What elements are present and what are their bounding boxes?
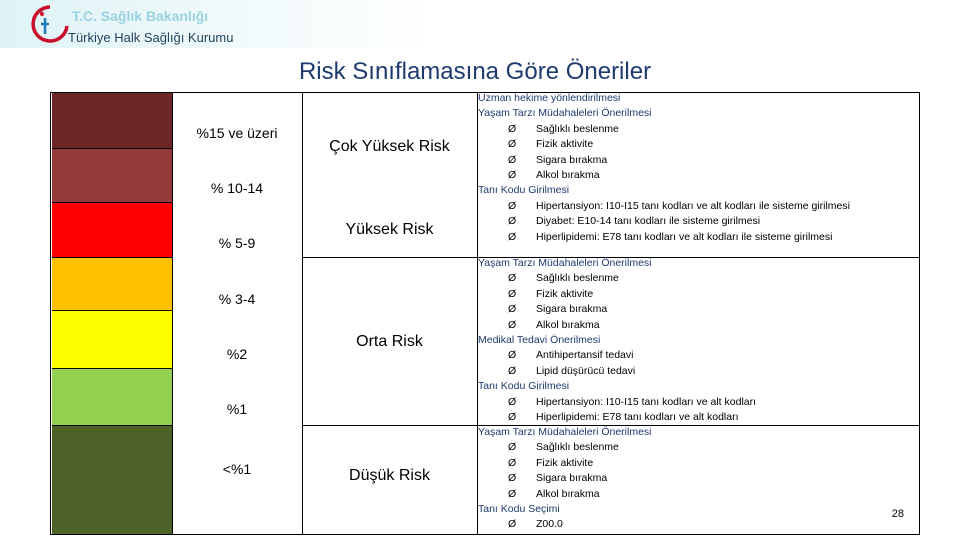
arrow-bullet-icon: Ø	[508, 272, 517, 285]
arrow-bullet-icon: Ø	[508, 441, 517, 454]
risk-level-label: Orta Risk	[356, 333, 423, 350]
recommendation-text: Sigara bırakma	[536, 303, 608, 316]
recommendation-text: Lipid düşürücü tedavi	[536, 364, 636, 377]
recommendation-text: Tanı Kodu Girilmesi	[478, 184, 570, 197]
arrow-bullet-icon: Ø	[508, 199, 517, 212]
arrow-bullet-icon: Ø	[508, 318, 517, 331]
percent-band-label: %15 ve üzeri	[196, 125, 278, 141]
recommendation-heading	[478, 256, 918, 271]
swatch-medium-orange	[52, 258, 172, 311]
recommendation-text: Tanı Kodu Girilmesi	[478, 380, 570, 393]
recommendation-bullet	[478, 440, 918, 455]
percent-band-label: % 5-9	[218, 235, 256, 251]
swatch-medium-yellow	[52, 311, 172, 369]
recommendation-bullet	[478, 456, 918, 471]
recommendation-bullet	[478, 487, 918, 502]
page-title: Risk Sınıflamasına Göre Öneriler	[298, 58, 652, 85]
recommendation-text: Hipertansiyon: I10-I15 tanı kodları ve alt kodları ile sisteme girilmesi	[536, 199, 850, 212]
recommendation-text: Sigara bırakma	[536, 472, 608, 485]
recommendation-heading	[478, 91, 918, 106]
percent-band-label: %2	[226, 346, 248, 362]
recommendation-text: Z00.0	[536, 518, 563, 531]
recommendation-text: Sağlıklı beslenme	[536, 122, 619, 135]
recommendation-bullet	[478, 230, 918, 245]
arrow-bullet-icon: Ø	[508, 472, 517, 485]
percent-band-label: % 3-4	[218, 291, 256, 307]
arrow-bullet-icon: Ø	[508, 456, 517, 469]
recommendation-text: Hiperlipidemi: E78 tanı kodları ve alt kodları	[536, 410, 739, 423]
recommendation-text: Diyabet: E10-14 tanı kodları ile sisteme girilmesi	[536, 215, 761, 228]
recommendation-bullet	[478, 410, 918, 425]
percent-band-label: <%1	[222, 461, 252, 477]
recommendation-text: Alkol bırakma	[536, 168, 600, 181]
recommendation-text: Sigara bırakma	[536, 153, 608, 166]
recommendation-text: Uzman hekime yönlendirilmesi	[478, 92, 621, 104]
arrow-bullet-icon: Ø	[508, 364, 517, 377]
recommendation-text: Fizik aktivite	[536, 138, 594, 151]
swatch-very-high	[52, 149, 172, 203]
org-name: T.C. Sağlık Bakanlığı	[72, 8, 209, 24]
recommendation-text: Fizik aktivite	[536, 287, 594, 300]
recommendation-text: Sağlıklı beslenme	[536, 272, 619, 285]
recommendation-bullet	[478, 153, 918, 168]
recommendation-bullet	[478, 517, 918, 532]
recommendation-text: Medikal Tedavi Önerilmesi	[478, 333, 601, 346]
recommendation-text: Tanı Kodu Seçimi	[478, 502, 560, 515]
arrow-bullet-icon: Ø	[508, 122, 517, 135]
arrow-bullet-icon: Ø	[508, 215, 517, 228]
recommendation-text: Alkol bırakma	[536, 318, 600, 331]
arrow-bullet-icon: Ø	[508, 287, 517, 300]
arrow-bullet-icon: Ø	[508, 168, 517, 181]
page-number: 28	[891, 508, 904, 520]
recommendation-heading	[478, 502, 918, 517]
recommendation-heading	[478, 379, 918, 394]
arrow-bullet-icon: Ø	[508, 395, 517, 408]
recommendation-bullet	[478, 214, 918, 229]
swatch-low-dark-green	[52, 426, 172, 534]
recommendation-bullet	[478, 271, 918, 286]
recommendation-bullet	[478, 287, 918, 302]
recommendation-bullet	[478, 318, 918, 333]
recommendation-block	[478, 256, 918, 425]
recommendation-bullet	[478, 137, 918, 152]
arrow-bullet-icon: Ø	[508, 518, 517, 531]
recommendation-block	[478, 425, 918, 533]
percent-band-label: %1	[226, 401, 248, 417]
swatch-high	[52, 203, 172, 258]
arrow-bullet-icon: Ø	[508, 487, 517, 500]
recommendation-bullet	[478, 199, 918, 214]
recommendation-text: Fizik aktivite	[536, 456, 594, 469]
ministry-logo-icon	[28, 4, 72, 44]
recommendation-heading	[478, 333, 918, 348]
arrow-bullet-icon: Ø	[508, 138, 517, 151]
recommendation-bullet	[478, 168, 918, 183]
risk-level-label: Yüksek Risk	[345, 221, 434, 238]
swatch-low-light-green	[52, 369, 172, 426]
recommendation-text: Hiperlipidemi: E78 tanı kodları ve alt kodları ile sisteme girilmesi	[536, 230, 833, 243]
recommendation-bullet	[478, 395, 918, 410]
recommendation-bullet	[478, 302, 918, 317]
recommendation-text: Alkol bırakma	[536, 487, 600, 500]
arrow-bullet-icon: Ø	[508, 230, 517, 243]
percent-band-label: % 10-14	[210, 180, 264, 196]
risk-level-label: Düşük Risk	[349, 467, 430, 484]
recommendation-text: Sağlıklı beslenme	[536, 441, 619, 454]
recommendation-bullet	[478, 364, 918, 379]
recommendation-block	[478, 91, 918, 245]
recommendation-text: Yaşam Tarzı Müdahaleleri Önerilmesi	[478, 426, 652, 438]
arrow-bullet-icon: Ø	[508, 349, 517, 362]
recommendation-text: Hipertansiyon: I10-I15 tanı kodları ve alt kodları	[536, 395, 757, 408]
org-subtitle: Türkiye Halk Sağlığı Kurumu	[68, 30, 234, 45]
swatch-very-high-dark	[52, 93, 172, 149]
arrow-bullet-icon: Ø	[508, 153, 517, 166]
recommendation-bullet	[478, 348, 918, 363]
recommendation-text: Yaşam Tarzı Müdahaleleri Önerilmesi	[478, 107, 652, 120]
recommendation-text: Antihipertansif tedavi	[536, 349, 634, 362]
arrow-bullet-icon: Ø	[508, 410, 517, 423]
arrow-bullet-icon: Ø	[508, 303, 517, 316]
recommendation-bullet	[478, 122, 918, 137]
recommendation-text: Yaşam Tarzı Müdahaleleri Önerilmesi	[478, 257, 652, 269]
recommendation-bullet	[478, 471, 918, 486]
risk-level-label: Çok Yüksek Risk	[329, 138, 450, 155]
recommendation-heading	[478, 425, 918, 440]
recommendation-heading	[478, 183, 918, 198]
recommendation-heading	[478, 106, 918, 121]
